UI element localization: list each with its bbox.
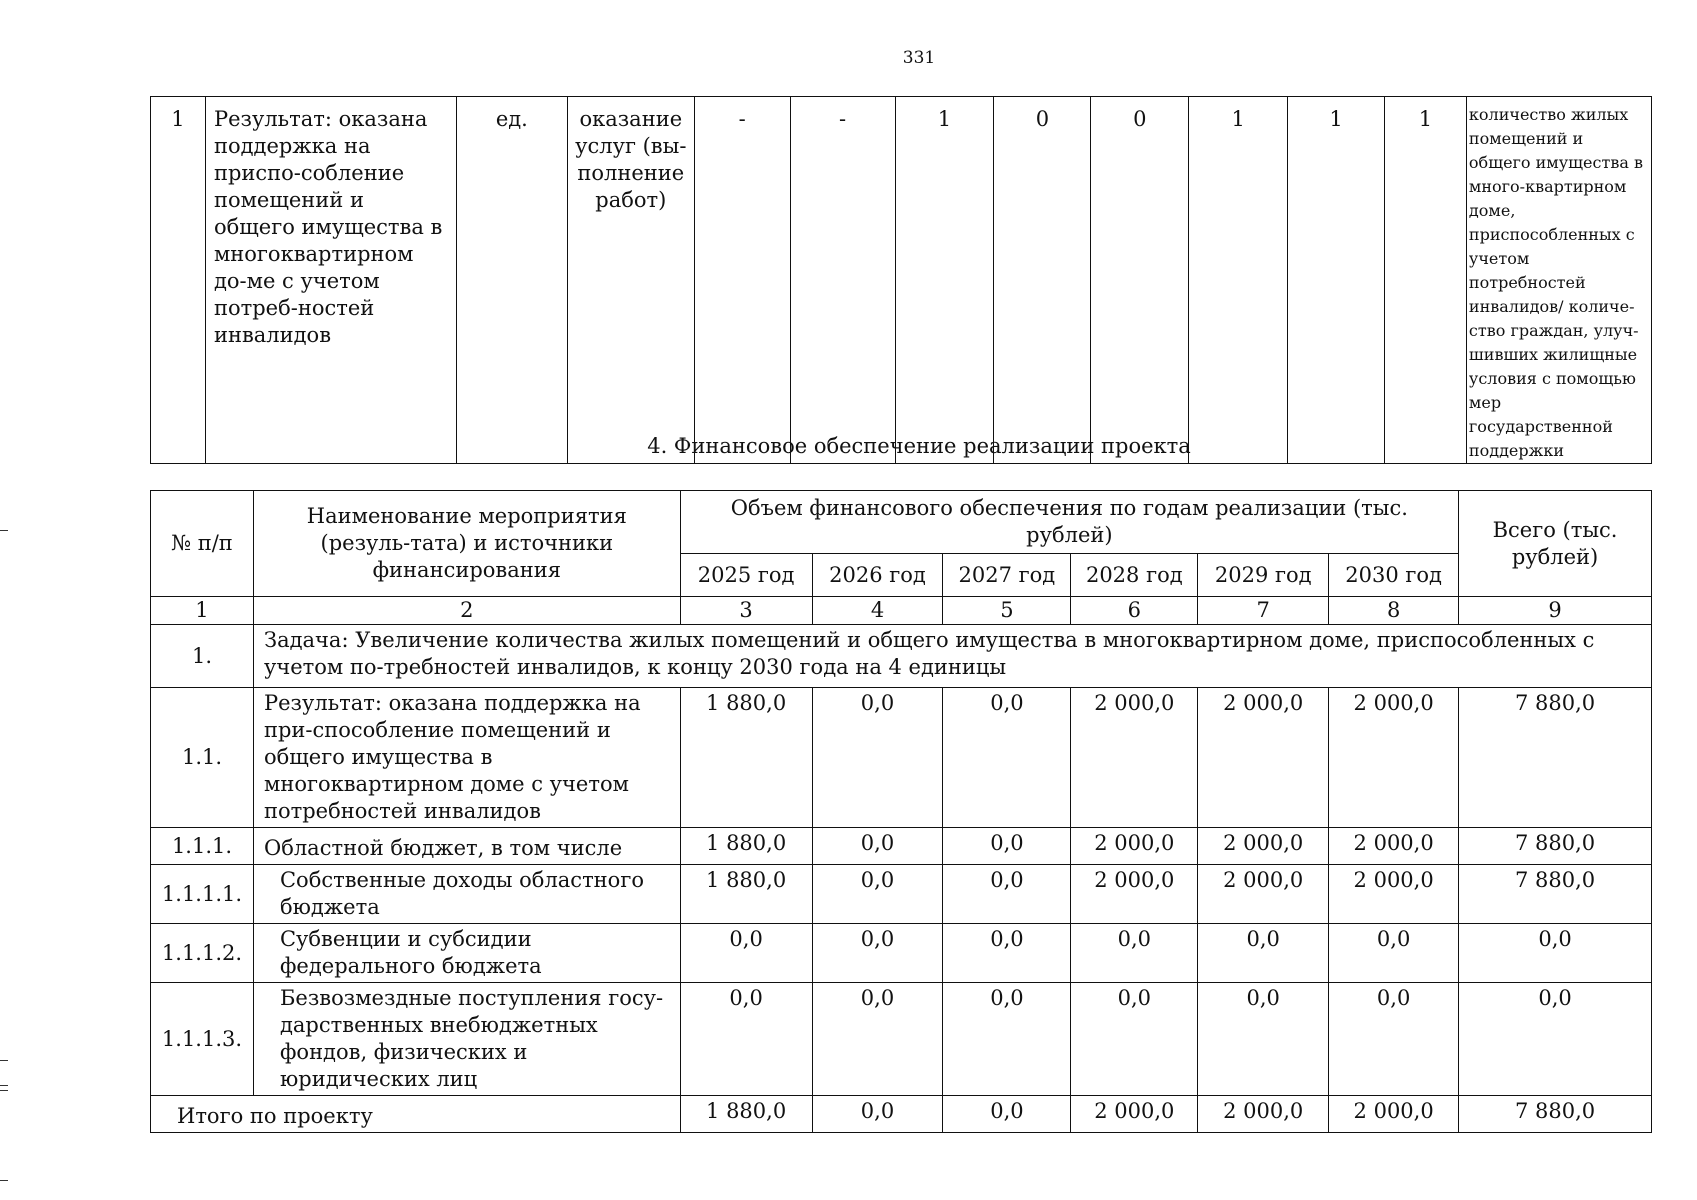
- finance-table: [150, 490, 1652, 1133]
- total-row: [151, 1096, 1652, 1133]
- value-cell: 0,0: [943, 983, 1071, 1096]
- row-number: 1.1.1.2.: [151, 924, 254, 983]
- value-cell: 2 000,0: [1329, 688, 1459, 828]
- column-number: 7: [1198, 597, 1329, 625]
- value-cell: 1 880,0: [680, 865, 812, 924]
- margin-mark: [0, 1060, 8, 1061]
- value-cell: 2 000,0: [1198, 1096, 1329, 1133]
- total-cell: 7 880,0: [1459, 1096, 1652, 1133]
- value-cell: 2 000,0: [1071, 1096, 1198, 1133]
- value-cell: 1 880,0: [680, 828, 812, 865]
- header-year: 2027 год: [943, 554, 1071, 597]
- page-number: 331: [902, 48, 936, 68]
- value-cell: 2 000,0: [1329, 1096, 1459, 1133]
- header-year: 2028 год: [1071, 554, 1198, 597]
- total-cell: 7 880,0: [1459, 865, 1652, 924]
- column-number: 3: [680, 597, 812, 625]
- task-text: Задача: Увеличение количества жилых помещений и общего имущества в многоквартирном доме, приспособленных с учетом по-требностей инвалидов, к концу 2030 года на 4 единицы: [253, 625, 1651, 688]
- value-cell: 2 000,0: [1198, 828, 1329, 865]
- table-row: [151, 97, 1652, 464]
- header-year: 2030 год: [1329, 554, 1459, 597]
- header-year: 2026 год: [812, 554, 943, 597]
- row-name: Областной бюджет, в том числе: [253, 828, 680, 865]
- margin-mark: [0, 1180, 8, 1181]
- row-number: 1.1.1.1.: [151, 865, 254, 924]
- total-cell: 0,0: [1459, 983, 1652, 1096]
- total-cell: 0,0: [1459, 924, 1652, 983]
- value-cell: 0,0: [1329, 983, 1459, 1096]
- value-cell: 0,0: [812, 983, 943, 1096]
- value-cell: 0,0: [680, 924, 812, 983]
- column-number: 1: [151, 597, 254, 625]
- value-cell: 0,0: [943, 924, 1071, 983]
- value-cell: -: [694, 97, 790, 464]
- value-cell: 2 000,0: [1198, 688, 1329, 828]
- value-cell: 0,0: [1071, 983, 1198, 1096]
- value-cell: 0,0: [943, 1096, 1071, 1133]
- value-cell: 0,0: [943, 688, 1071, 828]
- value-cell: 1: [1385, 97, 1467, 464]
- column-number: 9: [1459, 597, 1652, 625]
- value-cell: 0,0: [812, 865, 943, 924]
- result-name: Результат: оказана поддержка на приспо-собление помещений и общего имущества в многоквартирном до-ме с учетом потреб-ностей инвалидов: [205, 97, 456, 464]
- value-cell: 1: [895, 97, 994, 464]
- value-cell: 0,0: [812, 828, 943, 865]
- value-cell: 0,0: [680, 983, 812, 1096]
- margin-mark: [0, 530, 8, 531]
- value-cell: 2 000,0: [1329, 828, 1459, 865]
- row-number: 1.1.1.3.: [151, 983, 254, 1096]
- section-title: 4. Финансовое обеспечение реализации проекта: [647, 434, 1191, 458]
- value-cell: 1: [1189, 97, 1288, 464]
- indicator-description: количество жилых помещений и общего имущества в много-квартирном доме, приспособленных с учетом потребностей инвалидов/ количе-ство граждан, улуч-шивших жилищные условия с помощью мер государственной поддержки: [1466, 97, 1651, 464]
- value-cell: -: [790, 97, 895, 464]
- row-number: 1.1.1.: [151, 828, 254, 865]
- header-name: Наименование мероприятия (резуль-тата) и источники финансирования: [253, 491, 680, 597]
- value-cell: 1 880,0: [680, 688, 812, 828]
- value-cell: 0,0: [943, 865, 1071, 924]
- header-total: Всего (тыс. рублей): [1459, 491, 1652, 597]
- row-name: Субвенции и субсидии федерального бюджета: [253, 924, 680, 983]
- unit-cell: ед.: [456, 97, 567, 464]
- header-row: [151, 491, 1652, 554]
- result-table: [150, 96, 1652, 464]
- column-number: 6: [1071, 597, 1198, 625]
- total-cell: 7 880,0: [1459, 828, 1652, 865]
- column-number: 4: [812, 597, 943, 625]
- margin-mark: [0, 1090, 8, 1091]
- column-number: 5: [943, 597, 1071, 625]
- task-row: [151, 625, 1652, 688]
- column-numbers-row: [151, 597, 1652, 625]
- column-number: 8: [1329, 597, 1459, 625]
- value-cell: 2 000,0: [1071, 828, 1198, 865]
- row-number: 1: [151, 97, 206, 464]
- value-cell: 0: [1091, 97, 1189, 464]
- value-cell: 0,0: [943, 828, 1071, 865]
- table-row: [151, 924, 1652, 983]
- value-cell: 0,0: [1329, 924, 1459, 983]
- value-cell: 0,0: [1198, 924, 1329, 983]
- header-volume: Объем финансового обеспечения по годам реализации (тыс. рублей): [680, 491, 1458, 554]
- value-cell: 2 000,0: [1198, 865, 1329, 924]
- value-cell: 0,0: [812, 924, 943, 983]
- header-num: № п/п: [151, 491, 254, 597]
- task-number: 1.: [151, 625, 254, 688]
- row-name: Собственные доходы областного бюджета: [253, 865, 680, 924]
- header-year: 2025 год: [680, 554, 812, 597]
- table-row: [151, 688, 1652, 828]
- value-cell: 2 000,0: [1329, 865, 1459, 924]
- value-cell: 0: [994, 97, 1091, 464]
- margin-mark: [0, 1085, 8, 1086]
- total-label: Итого по проекту: [151, 1096, 681, 1133]
- column-number: 2: [253, 597, 680, 625]
- value-cell: 0,0: [812, 688, 943, 828]
- value-cell: 1 880,0: [680, 1096, 812, 1133]
- row-number: 1.1.: [151, 688, 254, 828]
- value-cell: 1: [1288, 97, 1385, 464]
- value-cell: 0,0: [1071, 924, 1198, 983]
- table-row: [151, 865, 1652, 924]
- table-row: [151, 828, 1652, 865]
- total-cell: 7 880,0: [1459, 688, 1652, 828]
- table-row: [151, 983, 1652, 1096]
- row-name: Результат: оказана поддержка на при-способление помещений и общего имущества в многоквартирном доме с учетом потребностей инвалидов: [253, 688, 680, 828]
- value-cell: 0,0: [1198, 983, 1329, 1096]
- row-name: Безвозмездные поступления госу-дарственных внебюджетных фондов, физических и юридических лиц: [253, 983, 680, 1096]
- header-year: 2029 год: [1198, 554, 1329, 597]
- value-cell: 0,0: [812, 1096, 943, 1133]
- value-cell: 2 000,0: [1071, 865, 1198, 924]
- type-cell: оказание услуг (вы-полнение работ): [567, 97, 694, 464]
- value-cell: 2 000,0: [1071, 688, 1198, 828]
